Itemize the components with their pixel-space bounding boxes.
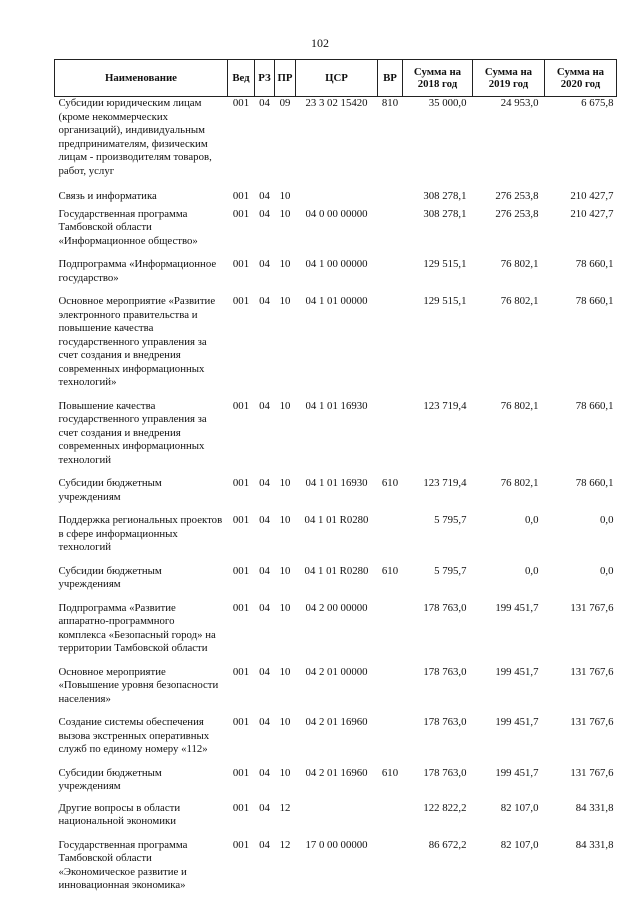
cell-pr: 10: [279, 716, 291, 728]
table-row: [55, 602, 617, 666]
cell-csr: 04 1 01 16930: [305, 399, 368, 412]
cell-sum-2018: 178 763,0: [423, 665, 467, 678]
cell-pr: 10: [279, 295, 291, 307]
cell-sum-2019: 76 802,1: [500, 295, 539, 307]
cell-sum-2018: 308 278,1: [423, 190, 467, 202]
cell-sum-2018: 123 719,4: [423, 477, 467, 489]
cell-sum-2018: 178 763,0: [423, 601, 467, 614]
table-body: [55, 97, 617, 901]
cell-vr: [378, 802, 403, 839]
cell-name: Другие вопросы в области национальной экономики: [58, 801, 181, 827]
cell-name: Связь и информатика: [58, 190, 157, 202]
cell-sum-2019: 276 253,8: [495, 190, 539, 202]
header-sum-2018: Сумма на 2018 год: [403, 60, 473, 97]
cell-name: Подпрограмма «Развитие аппаратно-программного комплекса «Безопасный город» на территории Тамбовской области: [58, 601, 216, 654]
table-row: [55, 190, 617, 208]
cell-rz: 04: [259, 564, 270, 577]
cell-pr: 10: [279, 601, 291, 614]
cell-name: Поддержка региональных проектов в сфере информационных технологий: [58, 514, 223, 553]
cell-pr: 10: [279, 477, 291, 489]
cell-sum-2018: 308 278,1: [423, 207, 467, 220]
cell-name: Субсидии бюджетным учреждениям: [58, 564, 162, 590]
cell-vr: [378, 666, 403, 717]
cell-vr: [378, 514, 403, 565]
cell-vr: 610: [381, 564, 399, 577]
cell-sum-2019: 199 451,7: [495, 665, 539, 678]
cell-sum-2020: 0,0: [600, 514, 614, 526]
table-row: [55, 802, 617, 839]
cell-sum-2018: 35 000,0: [428, 97, 467, 109]
cell-sum-2019: 199 451,7: [495, 601, 539, 614]
header-vr: ВР: [378, 60, 403, 97]
cell-sum-2019: 82 107,0: [500, 801, 539, 814]
cell-vr: [378, 716, 403, 767]
cell-sum-2018: 178 763,0: [423, 766, 467, 779]
header-sum-2019: Сумма на 2019 год: [473, 60, 545, 97]
cell-ved: 001: [232, 716, 250, 728]
cell-rz: 04: [259, 399, 270, 412]
cell-csr: 04 2 01 00000: [305, 665, 368, 678]
cell-sum-2019: 199 451,7: [495, 766, 539, 779]
cell-name: Основное мероприятие «Развитие электронного правительства и повышение качества государственного управления за счет создания и внедрения современных информационных технологий»: [58, 295, 216, 388]
table-row: [55, 258, 617, 295]
cell-sum-2020: 131 767,6: [570, 665, 614, 678]
cell-sum-2019: 82 107,0: [500, 838, 539, 851]
cell-ved: 001: [232, 190, 250, 202]
cell-ved: 001: [232, 97, 250, 109]
header-sum-2020: Сумма на 2020 год: [545, 60, 617, 97]
header-pr: ПР: [275, 60, 296, 97]
cell-sum-2020: 78 660,1: [575, 399, 614, 412]
cell-pr: 12: [279, 838, 291, 851]
header-ved: Вед: [228, 60, 255, 97]
cell-rz: 04: [259, 258, 270, 270]
cell-csr: 04 2 01 16960: [305, 716, 368, 728]
cell-sum-2020: 84 331,8: [575, 838, 614, 851]
cell-pr: 09: [279, 97, 291, 109]
cell-pr: 10: [279, 564, 291, 577]
cell-rz: 04: [259, 838, 270, 851]
cell-sum-2018: 129 515,1: [423, 295, 467, 307]
cell-vr: [378, 839, 403, 901]
table-row: [55, 839, 617, 901]
cell-name: Подпрограмма «Информационное государство»: [58, 258, 217, 284]
cell-csr: [296, 190, 378, 208]
budget-table: [54, 59, 617, 901]
cell-name: Субсидии бюджетным учреждениям: [58, 766, 162, 792]
cell-csr: 04 1 01 00000: [305, 295, 368, 307]
cell-name: Государственная программа Тамбовской области «Экономическое развитие и инновационная экономика»: [58, 838, 188, 891]
cell-pr: 10: [279, 190, 291, 202]
cell-sum-2019: 199 451,7: [495, 716, 539, 728]
cell-csr: 04 0 00 00000: [305, 207, 368, 220]
cell-rz: 04: [259, 766, 270, 779]
cell-csr: 04 1 01 R0280: [304, 514, 369, 526]
cell-ved: 001: [232, 207, 250, 220]
cell-name: Субсидии бюджетным учреждениям: [58, 477, 162, 503]
cell-rz: 04: [259, 190, 270, 202]
cell-sum-2020: 84 331,8: [575, 801, 614, 814]
cell-sum-2020: 131 767,6: [570, 601, 614, 614]
table-row: [55, 208, 617, 259]
cell-sum-2019: 76 802,1: [500, 399, 539, 412]
cell-sum-2020: 210 427,7: [570, 190, 614, 202]
table-row: [55, 767, 617, 802]
header-csr: ЦСР: [296, 60, 378, 97]
cell-ved: 001: [232, 665, 250, 678]
table-row: [55, 666, 617, 717]
table-row: [55, 716, 617, 767]
cell-ved: 001: [232, 477, 250, 489]
cell-csr: [296, 802, 378, 839]
cell-sum-2020: 78 660,1: [575, 258, 614, 270]
cell-ved: 001: [232, 514, 250, 526]
cell-rz: 04: [259, 514, 270, 526]
cell-sum-2020: 78 660,1: [575, 295, 614, 307]
table-row: [55, 400, 617, 478]
page-number: 102: [311, 36, 329, 50]
cell-name: Создание системы обеспечения вызова экстренных оперативных служб по единому номеру «112»: [58, 716, 210, 755]
cell-sum-2019: 0,0: [525, 514, 539, 526]
header-rz: РЗ: [255, 60, 275, 97]
cell-ved: 001: [232, 838, 250, 851]
cell-pr: 10: [279, 766, 291, 779]
cell-csr: 04 2 01 16960: [305, 766, 368, 779]
cell-sum-2020: 6 675,8: [581, 97, 614, 109]
cell-sum-2019: 76 802,1: [500, 258, 539, 270]
cell-rz: 04: [259, 97, 270, 109]
cell-sum-2018: 123 719,4: [423, 399, 467, 412]
table-row: [55, 565, 617, 602]
cell-vr: 810: [381, 97, 399, 109]
table-header-row: [55, 60, 617, 97]
cell-pr: 10: [279, 665, 291, 678]
cell-sum-2019: 76 802,1: [500, 477, 539, 489]
table-row: [55, 477, 617, 514]
cell-ved: 001: [232, 801, 250, 814]
table-row: [55, 295, 617, 400]
cell-vr: [378, 400, 403, 478]
cell-vr: [378, 190, 403, 208]
cell-csr: 04 1 01 R0280: [304, 564, 369, 577]
cell-vr: [378, 602, 403, 666]
cell-vr: 610: [381, 766, 399, 779]
cell-rz: 04: [259, 716, 270, 728]
cell-sum-2020: 131 767,6: [570, 716, 614, 728]
cell-rz: 04: [259, 601, 270, 614]
table-row: [55, 97, 617, 191]
cell-sum-2020: 0,0: [600, 564, 614, 577]
cell-csr: 23 3 02 15420: [305, 97, 368, 109]
cell-csr: 04 1 00 00000: [305, 258, 368, 270]
cell-ved: 001: [232, 601, 250, 614]
cell-sum-2018: 178 763,0: [423, 716, 467, 728]
cell-sum-2018: 86 672,2: [428, 838, 467, 851]
cell-csr: 04 2 00 00000: [305, 601, 368, 614]
header-name: Наименование: [55, 60, 228, 97]
cell-rz: 04: [259, 665, 270, 678]
cell-ved: 001: [232, 295, 250, 307]
cell-ved: 001: [232, 564, 250, 577]
cell-vr: [378, 295, 403, 400]
cell-pr: 10: [279, 207, 291, 220]
cell-rz: 04: [259, 295, 270, 307]
cell-sum-2018: 129 515,1: [423, 258, 467, 270]
cell-sum-2019: 24 953,0: [500, 97, 539, 109]
cell-pr: 12: [279, 801, 291, 814]
cell-vr: [378, 258, 403, 295]
cell-vr: 610: [381, 477, 399, 489]
table-row: [55, 514, 617, 565]
cell-rz: 04: [259, 207, 270, 220]
cell-ved: 001: [232, 399, 250, 412]
cell-pr: 10: [279, 399, 291, 412]
cell-name: Государственная программа Тамбовской области «Информационное общество»: [58, 207, 198, 247]
cell-rz: 04: [259, 801, 270, 814]
cell-sum-2020: 78 660,1: [575, 477, 614, 489]
cell-name: Субсидии юридическим лицам (кроме некоммерческих организаций), индивидуальным предпринимателям, физическим лицам - производителям товаров, работ, услуг: [58, 97, 212, 177]
cell-name: Повышение качества государственного управления за счет создания и внедрения современных информационных технологий: [58, 399, 207, 466]
cell-sum-2018: 122 822,2: [423, 801, 467, 814]
cell-ved: 001: [232, 766, 250, 779]
cell-rz: 04: [259, 477, 270, 489]
cell-sum-2019: 0,0: [525, 564, 539, 577]
cell-pr: 10: [279, 514, 291, 526]
cell-sum-2018: 5 795,7: [434, 514, 467, 526]
cell-sum-2020: 210 427,7: [570, 207, 614, 220]
cell-sum-2019: 276 253,8: [495, 207, 539, 220]
cell-sum-2018: 5 795,7: [434, 564, 467, 577]
cell-sum-2020: 131 767,6: [570, 766, 614, 779]
cell-csr: 04 1 01 16930: [305, 477, 368, 489]
cell-vr: [378, 208, 403, 259]
cell-pr: 10: [279, 258, 291, 270]
cell-csr: 17 0 00 00000: [305, 838, 368, 851]
cell-ved: 001: [232, 258, 250, 270]
cell-name: Основное мероприятие «Повышение уровня безопасности населения»: [58, 665, 219, 705]
